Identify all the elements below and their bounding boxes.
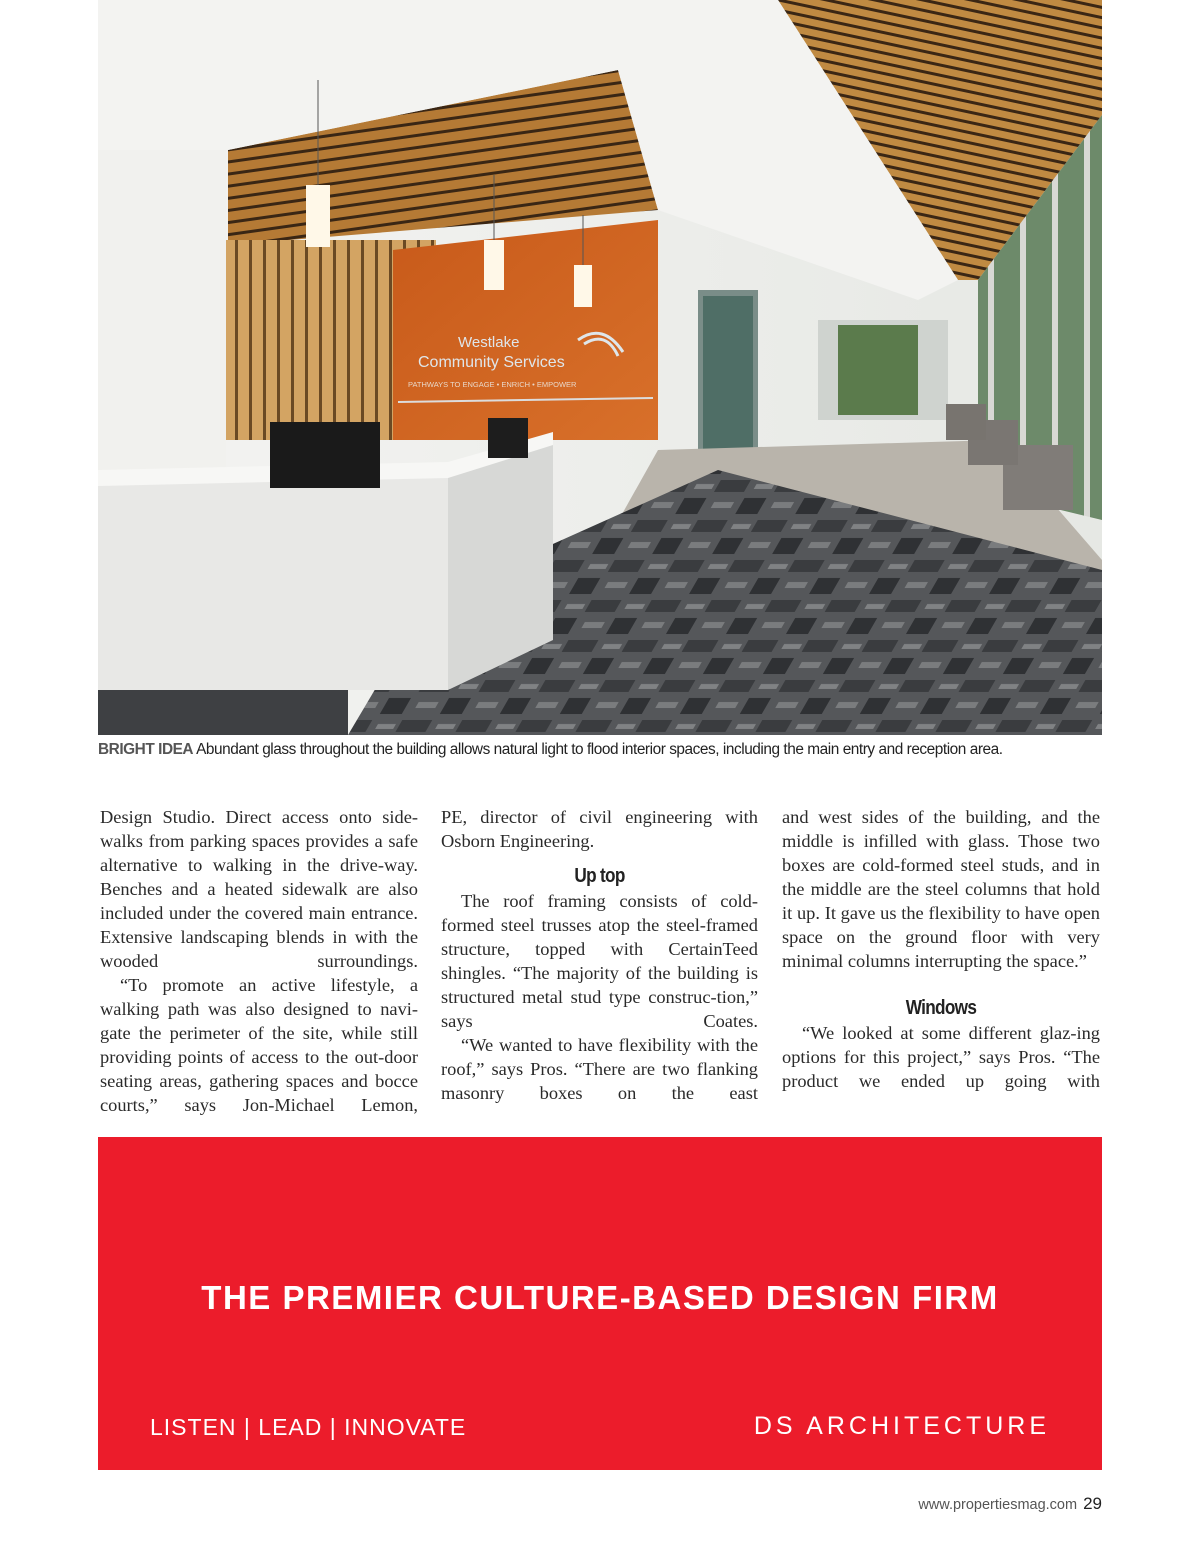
lobby-photo — [98, 0, 1102, 735]
article-paragraph: “To promote an active lifestyle, a walking path was also designed to navi-gate the perimeter of the site, while still providing points of access to the out-door seating areas, gathering spaces and bocce courts,” says Jon-Michael Lemon, — [100, 975, 418, 1115]
lobby-illustration — [98, 0, 1102, 735]
article-column-2 — [441, 805, 758, 1105]
section-heading-windows: Windows — [905, 997, 977, 1019]
article-paragraph: PE, director of civil engineering with Osborn Engineering. — [441, 807, 758, 851]
page-footer — [918, 1494, 1102, 1514]
ad-firm-name: DS ARCHITECTURE — [753, 1412, 1050, 1440]
article-paragraph: and west sides of the building, and the middle is infilled with glass. Those two boxes are cold-formed steel studs, and in the middle are the steel columns that hold it up. It gave us the flexibility to have open space on the ground floor with very minimal columns interrupting the space.” — [782, 807, 1100, 971]
sign-name-line2: Community Services — [418, 354, 565, 371]
ad-tagline: LISTEN | LEAD | INNOVATE — [150, 1414, 467, 1440]
sign-name-line1: Westlake — [458, 334, 520, 351]
article-column-1 — [100, 805, 418, 1117]
footer-url[interactable]: www.propertiesmag.com — [918, 1497, 1078, 1513]
article-column-3 — [782, 805, 1100, 1093]
article-paragraph: “We looked at some different glaz-ing options for this project,” says Pros. “The product we ended up going with — [782, 1023, 1100, 1091]
caption-lead: BRIGHT IDEA — [98, 741, 194, 758]
caption-text: Abundant glass throughout the building allows natural light to flood interior spaces, including the main entry and reception area. — [193, 741, 1003, 758]
photo-caption — [98, 741, 1108, 759]
page-number: 29 — [1083, 1494, 1102, 1513]
section-heading-up-top: Up top — [574, 865, 625, 887]
advertisement-banner[interactable] — [98, 1137, 1102, 1470]
article-paragraph: The roof framing consists of cold-formed steel trusses atop the steel-framed structure, topped with CertainTeed shingles. “The majority of the building is structured metal stud type construc-tion,” says Coates. — [441, 891, 758, 1031]
ad-headline: THE PREMIER CULTURE-BASED DESIGN FIRM — [201, 1279, 999, 1316]
sign-tagline: PATHWAYS TO ENGAGE • ENRICH • EMPOWER — [408, 380, 577, 389]
article-paragraph: Design Studio. Direct access onto side-walks from parking spaces provides a safe alternative to walking in the drive-way. Benches and a heated sidewalk are also included under the covered main entrance. Extensive landscaping blends in with the wooded surroundings. — [100, 807, 418, 971]
article-paragraph: “We wanted to have flexibility with the roof,” says Pros. “There are two flanking masonry boxes on the east — [441, 1035, 758, 1103]
